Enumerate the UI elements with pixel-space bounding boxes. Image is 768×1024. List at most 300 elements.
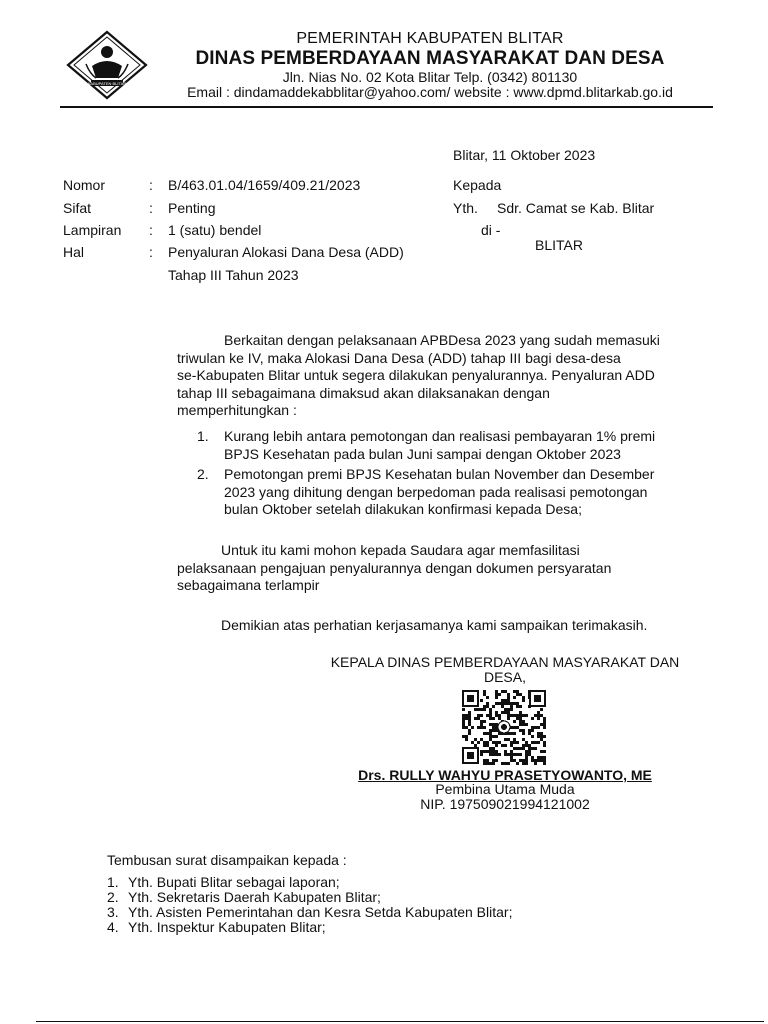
qr-module <box>465 726 468 729</box>
body-paragraph-2 <box>177 542 697 595</box>
qr-module <box>486 702 489 705</box>
qr-module <box>501 711 504 714</box>
cc-number: 3. <box>107 904 119 920</box>
cc-item <box>107 874 340 890</box>
list-number: 1. <box>197 428 209 444</box>
qr-module <box>462 714 465 717</box>
qr-module <box>468 729 471 732</box>
paragraph-line: memperhitungkan : <box>177 402 297 418</box>
qr-module <box>465 738 468 741</box>
qr-module <box>513 741 516 744</box>
word: memfasilitasi <box>498 542 580 558</box>
qr-module <box>483 741 486 744</box>
qr-module <box>540 723 543 726</box>
qr-module <box>489 729 492 732</box>
qr-module <box>474 738 477 741</box>
qr-module <box>510 753 513 756</box>
qr-module <box>543 762 546 765</box>
list-line: 2023 yang dihitung dengan berpedoman pada realisasi pemotongan <box>224 483 648 500</box>
qr-module <box>501 762 504 765</box>
recipient-di: di - <box>481 222 501 238</box>
qr-module <box>501 705 504 708</box>
meta-label-nomor: Nomor <box>63 177 106 193</box>
qr-module <box>543 744 546 747</box>
qr-module <box>471 741 474 744</box>
qr-module <box>510 732 513 735</box>
meta-value-hal-line2: Tahap III Tahun 2023 <box>168 267 299 283</box>
qr-module <box>543 717 546 720</box>
qr-module <box>465 717 468 720</box>
qr-module <box>495 714 498 717</box>
signer-name-text: Drs. RULLY WAHYU PRASETYOWANTO, ME <box>358 767 652 783</box>
qr-module <box>495 702 498 705</box>
qr-module <box>507 708 510 711</box>
list-number: 2. <box>197 466 209 482</box>
qr-module <box>495 741 498 744</box>
qr-module <box>480 714 483 717</box>
qr-module <box>516 741 519 744</box>
qr-module <box>516 702 519 705</box>
qr-module <box>525 759 528 762</box>
qr-module <box>495 723 498 726</box>
qr-module <box>504 738 507 741</box>
qr-module <box>516 753 519 756</box>
qr-module <box>504 711 507 714</box>
qr-module <box>480 720 483 723</box>
qr-module <box>516 747 519 750</box>
qr-module <box>522 729 525 732</box>
qr-module <box>462 726 465 729</box>
word: agar <box>466 542 495 558</box>
qr-module <box>507 699 510 702</box>
qr-module <box>537 735 540 738</box>
qr-module <box>492 717 495 720</box>
qr-module <box>462 723 465 726</box>
qr-module <box>480 753 483 756</box>
qr-module <box>462 717 465 720</box>
word: itu <box>261 542 277 558</box>
word: kepada <box>360 542 407 558</box>
qr-module <box>465 735 468 738</box>
qr-module <box>474 717 477 720</box>
word: mohon <box>313 542 357 558</box>
qr-module <box>474 744 477 747</box>
qr-module <box>513 726 516 729</box>
recipient-place: BLITAR <box>535 237 583 253</box>
letter-date: Blitar, 11 Oktober 2023 <box>453 147 596 163</box>
qr-module <box>492 723 495 726</box>
word: Saudara <box>410 542 464 558</box>
qr-module <box>531 756 534 759</box>
qr-module <box>516 690 519 693</box>
qr-module <box>513 720 516 723</box>
word: sebagaimana <box>231 384 316 401</box>
paragraph-justified-line <box>177 385 697 403</box>
qr-module <box>516 705 519 708</box>
qr-module <box>540 759 543 762</box>
qr-code-signature <box>461 689 547 765</box>
qr-module <box>528 744 531 747</box>
qr-module <box>543 723 546 726</box>
paragraph-line: sebagaimana terlampir <box>177 577 320 593</box>
word: kami <box>280 542 310 558</box>
qr-module <box>522 738 525 741</box>
qr-module <box>495 690 498 693</box>
qr-module <box>486 762 489 765</box>
qr-module <box>495 696 498 699</box>
qr-module <box>489 735 492 738</box>
qr-module <box>525 750 528 753</box>
qr-module <box>486 759 489 762</box>
qr-module <box>495 735 498 738</box>
qr-module <box>537 717 540 720</box>
qr-module <box>504 699 507 702</box>
meta-colon: : <box>149 177 153 193</box>
qr-module <box>510 708 513 711</box>
qr-module <box>540 756 543 759</box>
qr-module <box>522 696 525 699</box>
qr-module <box>477 726 480 729</box>
qr-module <box>492 762 495 765</box>
body-paragraph-1 <box>177 332 697 420</box>
list-line: bulan Oktober setelah dilakukan konfirmasi kepada Desa; <box>224 501 582 517</box>
qr-module <box>519 747 522 750</box>
qr-module <box>513 759 516 762</box>
qr-module <box>516 762 519 765</box>
qr-module <box>483 693 486 696</box>
qr-module <box>510 705 513 708</box>
qr-module <box>534 759 537 762</box>
qr-module <box>492 741 495 744</box>
qr-module <box>525 723 528 726</box>
qr-module <box>489 732 492 735</box>
qr-module <box>543 741 546 744</box>
qr-module <box>492 726 495 729</box>
qr-module <box>507 762 510 765</box>
body-paragraph-3: Demikian atas perhatian kerjasamanya kami sampaikan terimakasih. <box>221 617 648 633</box>
qr-module <box>489 708 492 711</box>
meta-colon: : <box>149 244 153 260</box>
qr-module <box>525 753 528 756</box>
list-item <box>177 466 697 520</box>
qr-module <box>507 693 510 696</box>
qr-module <box>537 711 540 714</box>
qr-module <box>462 708 465 711</box>
qr-module <box>483 744 486 747</box>
qr-module <box>513 696 516 699</box>
qr-module <box>462 720 465 723</box>
qr-module <box>492 747 495 750</box>
qr-module <box>531 741 534 744</box>
qr-module <box>543 759 546 762</box>
qr-module <box>471 726 474 729</box>
meta-label-sifat: Sifat <box>63 200 92 216</box>
word: penyalurannya <box>329 559 422 576</box>
qr-module <box>468 711 471 714</box>
recipient-name: Sdr. Camat se Kab. Blitar <box>497 200 655 216</box>
recipient-yth: Yth. <box>453 200 478 216</box>
qr-module <box>480 726 483 729</box>
word: dengan <box>503 384 550 401</box>
qr-module <box>513 714 516 717</box>
word: Untuk <box>221 542 258 558</box>
qr-module <box>531 729 534 732</box>
cc-item <box>107 904 512 920</box>
qr-module <box>540 708 543 711</box>
qr-module <box>489 750 492 753</box>
qr-module <box>489 723 492 726</box>
qr-module <box>528 750 531 753</box>
qr-module <box>498 702 501 705</box>
meta-value-hal: Penyaluran Alokasi Dana Desa (ADD) <box>168 244 404 260</box>
qr-module <box>495 750 498 753</box>
paragraph-justified-line <box>177 560 697 578</box>
qr-module <box>477 741 480 744</box>
meta-label-hal: Hal <box>63 244 85 260</box>
letterhead-divider <box>60 106 713 108</box>
qr-module <box>507 696 510 699</box>
recipient-kepada: Kepada <box>453 177 502 193</box>
qr-module <box>510 750 513 753</box>
qr-module <box>522 744 525 747</box>
qr-module <box>489 747 492 750</box>
cc-text: Yth. Asisten Pemerintahan dan Kesra Setda Kabupaten Blitar; <box>128 904 513 920</box>
qr-module <box>495 729 498 732</box>
qr-module <box>513 690 516 693</box>
qr-module <box>519 717 522 720</box>
logo-lettering: KABUPATEN BLITAR <box>87 81 127 86</box>
word: dilaksanakan <box>417 384 500 401</box>
signature-title-line2: DESA, <box>483 669 526 685</box>
qr-module <box>525 714 528 717</box>
qr-module <box>537 714 540 717</box>
qr-module <box>501 702 504 705</box>
letterhead-address: Jln. Nias No. 02 Kota Blitar Telp. (0342) 801130 <box>282 69 578 85</box>
qr-module <box>528 732 531 735</box>
list-item <box>177 428 697 464</box>
qr-module <box>507 753 510 756</box>
qr-module <box>477 717 480 720</box>
qr-module <box>519 729 522 732</box>
qr-module <box>540 714 543 717</box>
cc-text: Yth. Sekretaris Daerah Kabupaten Blitar; <box>128 889 381 905</box>
qr-module <box>507 738 510 741</box>
qr-module <box>489 753 492 756</box>
qr-module <box>516 726 519 729</box>
word: dokumen <box>475 559 534 576</box>
qr-module <box>534 741 537 744</box>
qr-module <box>483 690 486 693</box>
qr-module <box>531 726 534 729</box>
list-line: Pemotongan premi BPJS Kesehatan bulan November dan Desember <box>224 466 655 482</box>
qr-module <box>537 726 540 729</box>
qr-module <box>486 696 489 699</box>
qr-module <box>513 753 516 756</box>
qr-module <box>468 714 471 717</box>
qr-module <box>507 702 510 705</box>
qr-module <box>492 750 495 753</box>
word: III <box>215 384 228 401</box>
qr-module <box>516 693 519 696</box>
word: dengan <box>425 559 473 576</box>
qr-module <box>531 735 534 738</box>
qr-module <box>525 744 528 747</box>
qr-module <box>519 705 522 708</box>
qr-module <box>477 708 480 711</box>
cc-item <box>107 919 326 935</box>
qr-module <box>501 699 504 702</box>
word: pelaksanaan <box>177 559 257 576</box>
qr-module <box>489 714 492 717</box>
qr-module <box>540 738 543 741</box>
qr-module <box>504 708 507 711</box>
qr-module <box>540 750 543 753</box>
cc-number: 4. <box>107 919 119 935</box>
qr-module <box>504 690 507 693</box>
qr-module <box>468 720 471 723</box>
qr-module <box>537 732 540 735</box>
qr-module <box>510 714 513 717</box>
qr-module <box>489 717 492 720</box>
qr-module <box>519 759 522 762</box>
qr-module <box>534 747 537 750</box>
qr-module <box>528 747 531 750</box>
qr-module <box>504 744 507 747</box>
qr-module <box>480 708 483 711</box>
qr-module <box>492 753 495 756</box>
qr-module <box>495 753 498 756</box>
qr-module <box>543 720 546 723</box>
qr-module <box>537 759 540 762</box>
qr-module <box>486 741 489 744</box>
qr-module <box>480 699 483 702</box>
qr-module <box>480 738 483 741</box>
qr-module <box>528 753 531 756</box>
qr-module <box>489 711 492 714</box>
qr-module <box>513 702 516 705</box>
qr-module <box>510 759 513 762</box>
qr-module <box>513 747 516 750</box>
signer-rank: Pembina Utama Muda <box>435 781 575 797</box>
qr-module <box>525 756 528 759</box>
qr-module <box>522 723 525 726</box>
paragraph-line: triwulan ke IV, maka Alokasi Dana Desa (ADD) tahap III bagi desa-desa <box>177 349 621 366</box>
qr-module <box>543 750 546 753</box>
qr-module <box>534 762 537 765</box>
meta-colon: : <box>149 222 153 238</box>
qr-module <box>483 732 486 735</box>
letterhead-agency: DINAS PEMBERDAYAAN MASYARAKAT DAN DESA <box>195 48 665 69</box>
qr-module <box>492 759 495 762</box>
qr-module <box>498 753 501 756</box>
qr-module <box>507 714 510 717</box>
qr-module <box>540 735 543 738</box>
qr-module <box>519 714 522 717</box>
qr-module <box>531 717 534 720</box>
qr-module <box>489 738 492 741</box>
qr-module <box>507 717 510 720</box>
qr-module <box>498 717 501 720</box>
cc-number: 2. <box>107 889 119 905</box>
qr-module <box>522 762 525 765</box>
qr-module <box>492 705 495 708</box>
word: persyaratan <box>537 559 612 576</box>
qr-module <box>534 726 537 729</box>
qr-module <box>498 714 501 717</box>
qr-module <box>537 741 540 744</box>
qr-module <box>486 732 489 735</box>
footer-divider <box>36 1021 764 1022</box>
qr-module <box>519 711 522 714</box>
word: akan <box>383 384 414 401</box>
qr-module <box>495 711 498 714</box>
qr-module <box>540 732 543 735</box>
qr-module <box>483 759 486 762</box>
qr-module <box>516 717 519 720</box>
qr-module <box>501 744 504 747</box>
qr-module <box>513 732 516 735</box>
signer-nip: NIP. 197509021994121002 <box>420 796 590 812</box>
list-line: Kurang lebih antara pemotongan dan realisasi pembayaran 1% premi <box>224 428 656 444</box>
qr-module <box>525 762 528 765</box>
qr-module <box>510 702 513 705</box>
qr-module <box>492 735 495 738</box>
qr-module <box>516 714 519 717</box>
qr-module <box>519 723 522 726</box>
qr-module <box>519 753 522 756</box>
qr-module <box>465 714 468 717</box>
cc-number: 1. <box>107 874 119 890</box>
qr-module <box>513 738 516 741</box>
qr-module <box>468 732 471 735</box>
paragraph-line: se-Kabupaten Blitar untuk segera dilakukan penyalurannya. Penyaluran ADD <box>177 367 655 383</box>
qr-module <box>522 732 525 735</box>
letterhead-government: PEMERINTAH KABUPATEN BLITAR <box>296 30 564 47</box>
qr-module <box>495 693 498 696</box>
qr-module <box>522 714 525 717</box>
qr-module <box>477 714 480 717</box>
list-line: BPJS Kesehatan pada bulan Juni sampai dengan Oktober 2023 <box>224 445 621 462</box>
qr-module <box>462 735 465 738</box>
qr-module <box>468 723 471 726</box>
meta-value-nomor: B/463.01.04/1659/409.21/2023 <box>168 177 361 193</box>
qr-module <box>510 744 513 747</box>
qr-module <box>504 702 507 705</box>
qr-module <box>501 690 504 693</box>
paragraph-justified-line <box>177 542 697 560</box>
qr-module <box>543 726 546 729</box>
kabupaten-blitar-logo <box>66 30 148 100</box>
meta-value-sifat: Penting <box>168 200 216 216</box>
cc-item <box>107 889 381 905</box>
paragraph-line: Berkaitan dengan pelaksanaan APBDesa 2023 yang sudah memasuki <box>224 332 660 348</box>
qr-module <box>489 762 492 765</box>
letterhead-contact: Email : dindamaddekabblitar@yahoo.com/ website : www.dpmd.blitarkab.go.id <box>187 84 673 100</box>
qr-module <box>483 762 486 765</box>
meta-colon: : <box>149 200 153 216</box>
qr-module <box>483 726 486 729</box>
qr-module <box>507 711 510 714</box>
qr-module <box>495 759 498 762</box>
qr-module <box>522 720 525 723</box>
qr-module <box>486 744 489 747</box>
qr-module <box>468 717 471 720</box>
qr-module <box>534 714 537 717</box>
qr-module <box>483 750 486 753</box>
meta-label-lampiran: Lampiran <box>63 222 122 238</box>
cc-text: Yth. Inspektur Kabupaten Blitar; <box>128 919 326 935</box>
cc-text: Yth. Bupati Blitar sebagai laporan; <box>128 874 340 890</box>
